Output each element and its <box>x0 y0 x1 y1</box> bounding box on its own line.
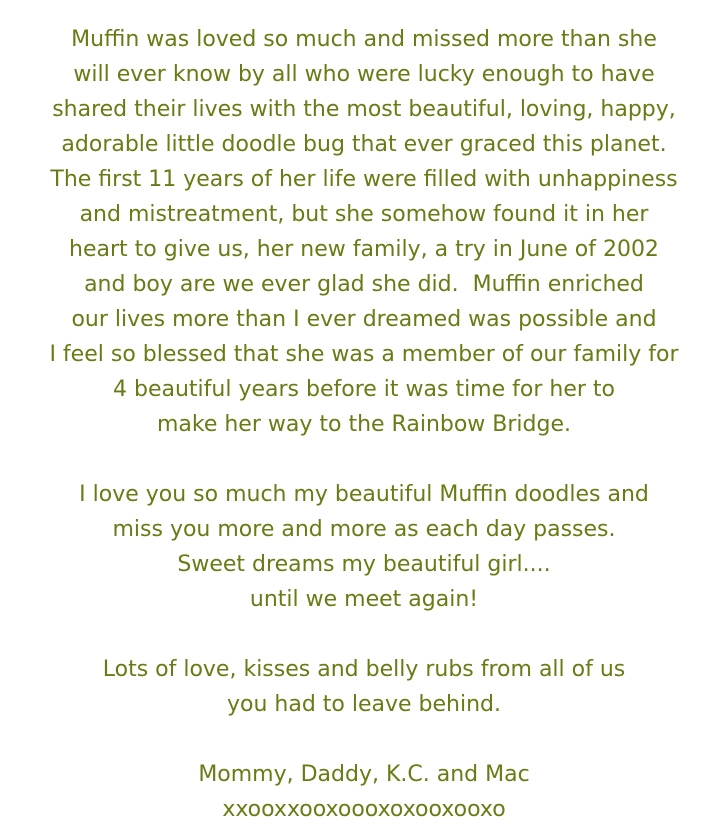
stanza-spacer <box>0 442 728 477</box>
stanza-spacer <box>0 617 728 652</box>
poem-line: The first 11 years of her life were filled with unhappiness <box>50 167 678 192</box>
poem-line: 4 beautiful years before it was time for her to <box>113 377 615 402</box>
poem-line: miss you more and more as each day passes. <box>112 517 616 542</box>
memorial-poem <box>0 22 728 827</box>
poem-line: adorable little doodle bug that ever graced this planet. <box>61 132 667 157</box>
poem-line: Lots of love, kisses and belly rubs from all of us <box>102 657 626 682</box>
poem-line: Muffin was loved so much and missed more than she <box>71 27 657 52</box>
poem-line: you had to leave behind. <box>226 692 501 717</box>
stanza-spacer <box>0 722 728 757</box>
signature-names: Mommy, Daddy, K.C. and Mac <box>198 762 530 787</box>
poem-line: Sweet dreams my beautiful girl.... <box>177 552 551 577</box>
poem-line: will ever know by all who were lucky enough to have <box>73 62 655 87</box>
stanza-tribute <box>0 22 728 442</box>
poem-line: until we meet again! <box>249 587 479 612</box>
poem-line: shared their lives with the most beautiful, loving, happy, <box>52 97 676 122</box>
poem-line: make her way to the Rainbow Bridge. <box>156 412 572 437</box>
poem-line: I feel so blessed that she was a member of our family for <box>49 342 679 367</box>
poem-line: I love you so much my beautiful Muffin doodles and <box>79 482 649 507</box>
poem-line: and mistreatment, but she somehow found it in her <box>79 202 649 227</box>
signature-block <box>0 757 728 827</box>
poem-line: and boy are we ever glad she did. Muffin enriched <box>84 272 644 297</box>
poem-line: our lives more than I ever dreamed was possible and <box>71 307 657 332</box>
signature-kisses: xxooxxooxoooxoxooxooxo <box>222 797 506 822</box>
stanza-love <box>0 477 728 617</box>
stanza-farewell <box>0 652 728 722</box>
poem-line: heart to give us, her new family, a try in June of 2002 <box>69 237 659 262</box>
